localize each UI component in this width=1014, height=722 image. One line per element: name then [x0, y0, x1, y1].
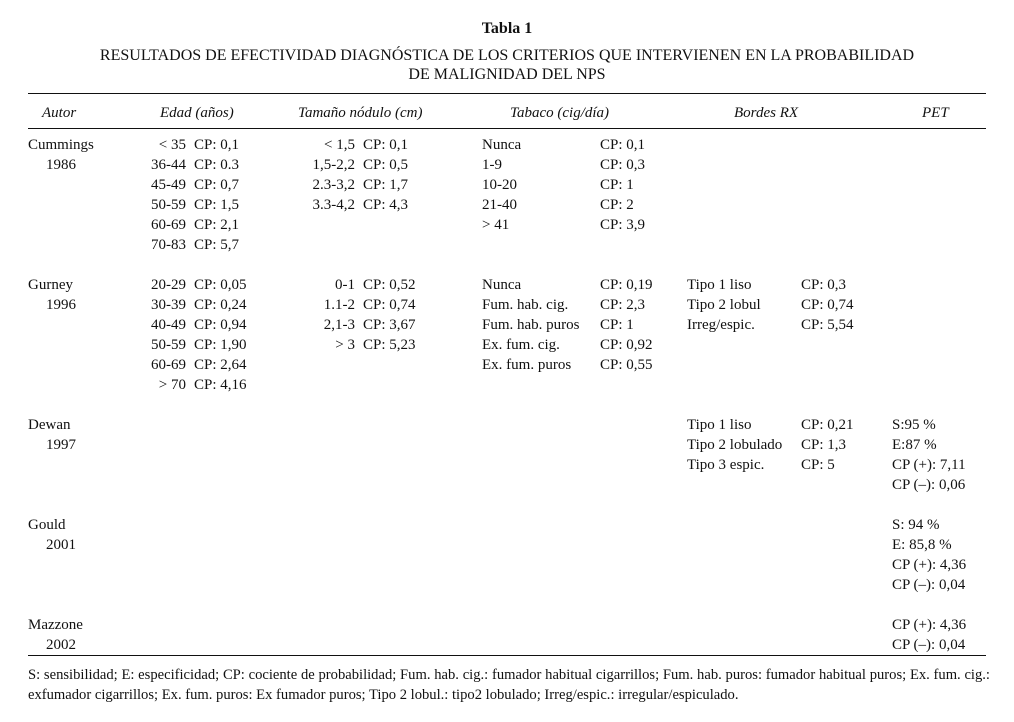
edad-range: 60-69 — [151, 357, 186, 373]
tamano-cp: CP: 1,7 — [363, 177, 409, 193]
footnote: S: sensibilidad; E: especificidad; CP: cociente de probabilidad; Fum. hab. cig.: fumador habitual cigarrillos; Fum. hab. puros: fumador habitual puros; Ex. fum. cig.: exfumador cigarrillos; Ex. fum. puros: Ex fumador puros; Tipo 2 lobul.: tipo2 lobulado; Irreg/espic.: irregular/espiculado. — [28, 667, 990, 703]
table-title: Tabla 1 — [481, 20, 533, 37]
tamano-range: < 1,5 — [324, 137, 355, 153]
tabaco-category: > 41 — [482, 217, 510, 233]
tabaco-cp: CP: 3,9 — [600, 217, 646, 233]
edad-cp: CP: 4,16 — [194, 377, 247, 393]
author-name: Dewan — [28, 417, 71, 433]
tamano-cp: CP: 0,1 — [363, 137, 409, 153]
edad-range: 70-83 — [151, 237, 186, 253]
bordes-cp: CP: 5 — [801, 457, 835, 473]
pet-value: CP (+): 4,36 — [892, 617, 967, 633]
author-name: Mazzone — [28, 617, 83, 633]
bordes-cp: CP: 0,74 — [801, 297, 854, 313]
tabaco-cp: CP: 0,3 — [600, 157, 646, 173]
edad-range: 45-49 — [151, 177, 186, 193]
tamano-range: 2,1-3 — [323, 317, 355, 333]
edad-range: 30-39 — [151, 297, 186, 313]
tabaco-cp: CP: 2,3 — [600, 297, 646, 313]
tamano-range: 3.3-4,2 — [312, 197, 355, 213]
edad-range: 36-44 — [151, 157, 186, 173]
tabaco-category: Fum. hab. cig. — [482, 297, 569, 313]
bottom-rule — [28, 655, 986, 656]
header-pet: PET — [922, 105, 949, 121]
tamano-range: 1,5-2,2 — [312, 157, 355, 173]
tabaco-category: 21-40 — [482, 197, 517, 213]
bordes-cp: CP: 0,3 — [801, 277, 847, 293]
pet-value: E: 85,8 % — [892, 537, 952, 553]
tamano-range: 0-1 — [335, 277, 355, 293]
tabaco-category: Nunca — [482, 137, 522, 153]
edad-cp: CP: 0.3 — [194, 157, 240, 173]
bordes-type: Tipo 3 espic. — [687, 457, 765, 473]
pet-value: CP (–): 0,04 — [892, 637, 966, 653]
author-year: 1997 — [46, 437, 76, 453]
pet-value: S:95 % — [892, 417, 936, 433]
tabaco-cp: CP: 1 — [600, 317, 634, 333]
author-name: Gurney — [28, 277, 73, 293]
tabaco-cp: CP: 0,55 — [600, 357, 653, 373]
bordes-cp: CP: 5,54 — [801, 317, 854, 333]
edad-cp: CP: 2,64 — [194, 357, 247, 373]
tamano-range: 2.3-3,2 — [312, 177, 355, 193]
tabaco-category: Ex. fum. puros — [482, 357, 572, 373]
edad-cp: CP: 0,05 — [194, 277, 247, 293]
tabaco-category: Nunca — [482, 277, 522, 293]
subtitle-line-1: RESULTADOS DE EFECTIVIDAD DIAGNÓSTICA DE LOS CRITERIOS QUE INTERVIENEN EN LA PROBABILIDAD — [99, 47, 915, 64]
author-year: 2001 — [46, 537, 76, 553]
tamano-range: 1.1-2 — [323, 297, 355, 313]
bordes-type: Tipo 2 lobul — [687, 297, 761, 313]
author-name: Cummings — [28, 137, 94, 153]
tabaco-cp: CP: 0,19 — [600, 277, 653, 293]
bordes-cp: CP: 0,21 — [801, 417, 854, 433]
pet-value: CP (–): 0,04 — [892, 577, 966, 593]
edad-range: > 70 — [158, 377, 186, 393]
subtitle-line-2: DE MALIGNIDAD DEL NPS — [408, 66, 606, 83]
header-bordes: Bordes RX — [734, 105, 799, 121]
header-rule — [28, 128, 986, 129]
tabaco-cp: CP: 0,92 — [600, 337, 653, 353]
edad-cp: CP: 0,24 — [194, 297, 247, 313]
pet-value: CP (+): 7,11 — [892, 457, 966, 473]
edad-cp: CP: 1,5 — [194, 197, 240, 213]
tabaco-category: Fum. hab. puros — [482, 317, 580, 333]
edad-cp: CP: 1,90 — [194, 337, 247, 353]
tamano-cp: CP: 0,52 — [363, 277, 416, 293]
edad-range: 20-29 — [151, 277, 186, 293]
pet-value: CP (–): 0,06 — [892, 477, 966, 493]
edad-cp: CP: 0,1 — [194, 137, 240, 153]
bordes-type: Tipo 2 lobulado — [687, 437, 783, 453]
edad-cp: CP: 2,1 — [194, 217, 240, 233]
header-tamano: Tamaño nódulo (cm) — [298, 105, 423, 121]
tabaco-cp: CP: 2 — [600, 197, 634, 213]
tabaco-category: 10-20 — [482, 177, 517, 193]
header-tabaco: Tabaco (cig/día) — [510, 105, 610, 121]
edad-range: 50-59 — [151, 197, 186, 213]
edad-range: < 35 — [158, 137, 186, 153]
top-rule — [28, 93, 986, 94]
author-year: 1996 — [46, 297, 76, 313]
tamano-cp: CP: 4,3 — [363, 197, 409, 213]
tamano-cp: CP: 0,74 — [363, 297, 416, 313]
edad-range: 50-59 — [151, 337, 186, 353]
author-year: 1986 — [46, 157, 76, 173]
tabaco-category: Ex. fum. cig. — [482, 337, 560, 353]
edad-cp: CP: 5,7 — [194, 237, 240, 253]
table-subtitle — [0, 46, 1014, 84]
bordes-type: Tipo 1 liso — [687, 417, 752, 433]
bordes-type: Tipo 1 liso — [687, 277, 752, 293]
tabaco-category: 1-9 — [482, 157, 502, 173]
tabaco-cp: CP: 0,1 — [600, 137, 646, 153]
bordes-cp: CP: 1,3 — [801, 437, 847, 453]
header-edad: Edad (años) — [160, 105, 234, 121]
header-autor: Autor — [42, 105, 77, 121]
edad-cp: CP: 0,7 — [194, 177, 240, 193]
tabaco-cp: CP: 1 — [600, 177, 634, 193]
pet-value: S: 94 % — [892, 517, 940, 533]
edad-range: 40-49 — [151, 317, 186, 333]
author-name: Gould — [28, 517, 66, 533]
tamano-cp: CP: 0,5 — [363, 157, 409, 173]
bordes-type: Irreg/espic. — [687, 317, 755, 333]
edad-range: 60-69 — [151, 217, 186, 233]
tamano-cp: CP: 3,67 — [363, 317, 416, 333]
tamano-range: > 3 — [335, 337, 355, 353]
pet-value: E:87 % — [892, 437, 937, 453]
edad-cp: CP: 0,94 — [194, 317, 247, 333]
author-year: 2002 — [46, 637, 76, 653]
tamano-cp: CP: 5,23 — [363, 337, 416, 353]
pet-value: CP (+): 4,36 — [892, 557, 967, 573]
